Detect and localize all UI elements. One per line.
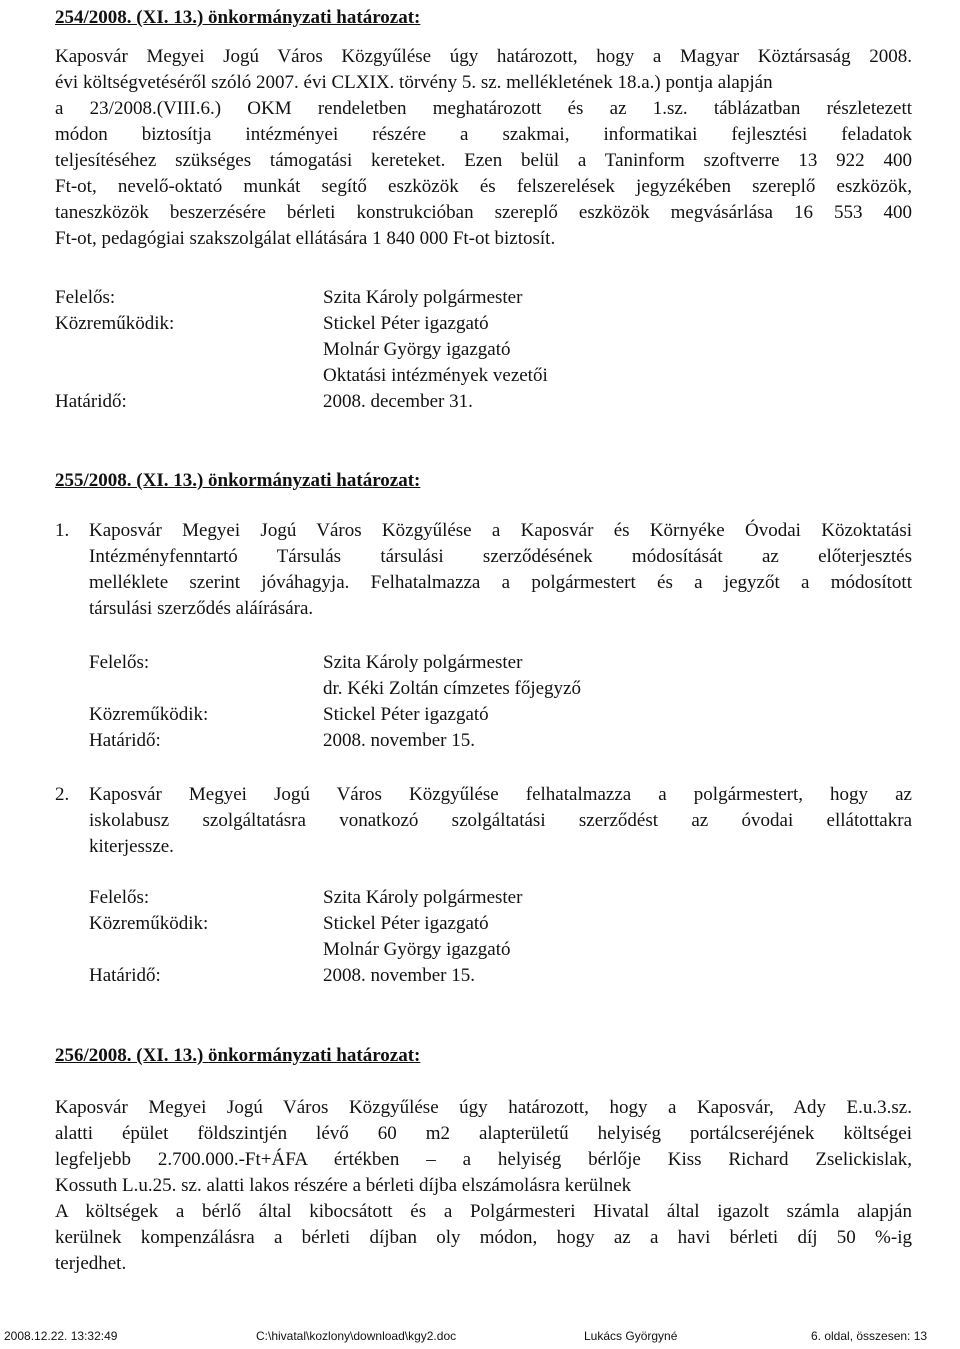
paragraph-line: taneszközök beszerzésére bérleti konstrukcióban szereplő eszközök megvásárlása 16 553 400 — [55, 202, 912, 223]
responsible-label: Felelős: — [55, 287, 116, 308]
responsible-value: Szita Károly polgármester — [323, 652, 523, 673]
paragraph-line: teljesítéséhez szükséges támogatási kereteket. Ezen belül a Taninform szoftverre 13 922 400 — [55, 150, 912, 171]
footer-page-number: 6. oldal, összesen: 13 — [811, 1329, 928, 1343]
deadline-value: 2008. november 15. — [323, 730, 475, 751]
paragraph-line: terjedhet. — [55, 1253, 127, 1274]
resolution-255-heading: 255/2008. (XI. 13.) önkormányzati határozat: — [55, 470, 421, 491]
deadline-value: 2008. november 15. — [323, 965, 475, 986]
contributor-label: Közreműködik: — [55, 313, 175, 334]
footer-file-path: C:\hivatal\kozlony\download\kgy2.doc — [256, 1329, 457, 1343]
paragraph-line: kiterjessze. — [89, 836, 174, 857]
resolution-254-body — [55, 44, 912, 252]
paragraph-line: Kaposvár Megyei Jogú Város Közgyűlése felhatalmazza a polgármestert, hogy az — [89, 784, 912, 805]
responsible-value: Szita Károly polgármester — [323, 287, 523, 308]
contributor-value: Molnár György igazgató — [323, 339, 511, 360]
responsible-value: dr. Kéki Zoltán címzetes főjegyző — [323, 678, 581, 699]
paragraph-line: módon biztosítja intézményei részére a szakmai, informatikai fejlesztési feladatok — [55, 124, 912, 145]
responsible-label: Felelős: — [89, 887, 150, 908]
paragraph-line: melléklete szerint jóváhagyja. Felhatalmazza a polgármestert és a jegyzőt a módosított — [89, 572, 912, 593]
paragraph-line: kerülnek kompenzálásra a bérleti díjban oly módon, hogy az a havi bérleti díj 50 %-ig — [55, 1227, 912, 1248]
footer-author: Lukács Györgyné — [584, 1329, 678, 1343]
paragraph-line: Ft-ot, nevelő-oktató munkát segítő eszközök és felszerelések jegyzékében szereplő eszközök, — [55, 176, 912, 197]
resolution-255-item1-body — [89, 518, 912, 622]
resolution-254-heading: 254/2008. (XI. 13.) önkormányzati határozat: — [55, 7, 421, 28]
paragraph-line: iskolabusz szolgáltatásra vonatkozó szolgáltatási szerződést az óvodai ellátottakra — [89, 810, 912, 831]
contributor-value: Stickel Péter igazgató — [323, 704, 489, 725]
resolution-256-body — [55, 1095, 912, 1277]
contributor-label: Közreműködik: — [89, 704, 209, 725]
paragraph-line: Kaposvár Megyei Jogú Város Közgyűlése úgy határozott, hogy a Magyar Köztársaság 2008. — [55, 46, 912, 67]
deadline-value: 2008. december 31. — [323, 391, 473, 412]
paragraph-line: társulási szerződés aláírására. — [89, 598, 314, 619]
contributor-value: Stickel Péter igazgató — [323, 313, 489, 334]
contributor-value: Stickel Péter igazgató — [323, 913, 489, 934]
paragraph-line: Ft-ot, pedagógiai szakszolgálat ellátására 1 840 000 Ft-ot biztosít. — [55, 228, 556, 249]
footer-datetime: 2008.12.22. 13:32:49 — [4, 1329, 118, 1343]
paragraph-line: a 23/2008.(VIII.6.) OKM rendeletben meghatározott és az 1.sz. táblázatban részletezett — [55, 98, 912, 119]
paragraph-line: évi költségvetéséről szóló 2007. évi CLXIX. törvény 5. sz. mellékletének 18.a.) pontja alapján — [55, 72, 773, 93]
item-number: 2. — [55, 784, 70, 805]
paragraph-line: legfeljebb 2.700.000.-Ft+ÁFA értékben – a helyiség bérlője Kiss Richard Zselickislak, — [55, 1149, 912, 1170]
item-number: 1. — [55, 520, 70, 541]
deadline-label: Határidő: — [55, 391, 127, 412]
contributor-label: Közreműködik: — [89, 913, 209, 934]
resolution-256-heading: 256/2008. (XI. 13.) önkormányzati határozat: — [55, 1045, 421, 1066]
paragraph-line: Kaposvár Megyei Jogú Város Közgyűlése úgy határozott, hogy a Kaposvár, Ady E.u.3.sz. — [55, 1097, 912, 1118]
contributor-value: Molnár György igazgató — [323, 939, 511, 960]
paragraph-line: A költségek a bérlő által kibocsátott és a Polgármesteri Hivatal által igazolt számla alapján — [55, 1201, 912, 1222]
deadline-label: Határidő: — [89, 730, 161, 751]
paragraph-line: Kossuth L.u.25. sz. alatti lakos részére a bérleti díjba elszámolásra kerülnek — [55, 1175, 632, 1196]
responsible-label: Felelős: — [89, 652, 150, 673]
contributor-value: Oktatási intézmények vezetői — [323, 365, 548, 386]
paragraph-line: Intézményfenntartó Társulás társulási szerződésének módosítását az előterjesztés — [89, 546, 912, 567]
responsible-value: Szita Károly polgármester — [323, 887, 523, 908]
deadline-label: Határidő: — [89, 965, 161, 986]
page-footer — [0, 1326, 960, 1346]
paragraph-line: Kaposvár Megyei Jogú Város Közgyűlése a Kaposvár és Környéke Óvodai Közoktatási — [89, 520, 912, 541]
resolution-255-item2-body — [89, 782, 912, 860]
paragraph-line: alatti épület földszintjén lévő 60 m2 alapterületű helyiség portálcseréjének költségei — [55, 1123, 912, 1144]
